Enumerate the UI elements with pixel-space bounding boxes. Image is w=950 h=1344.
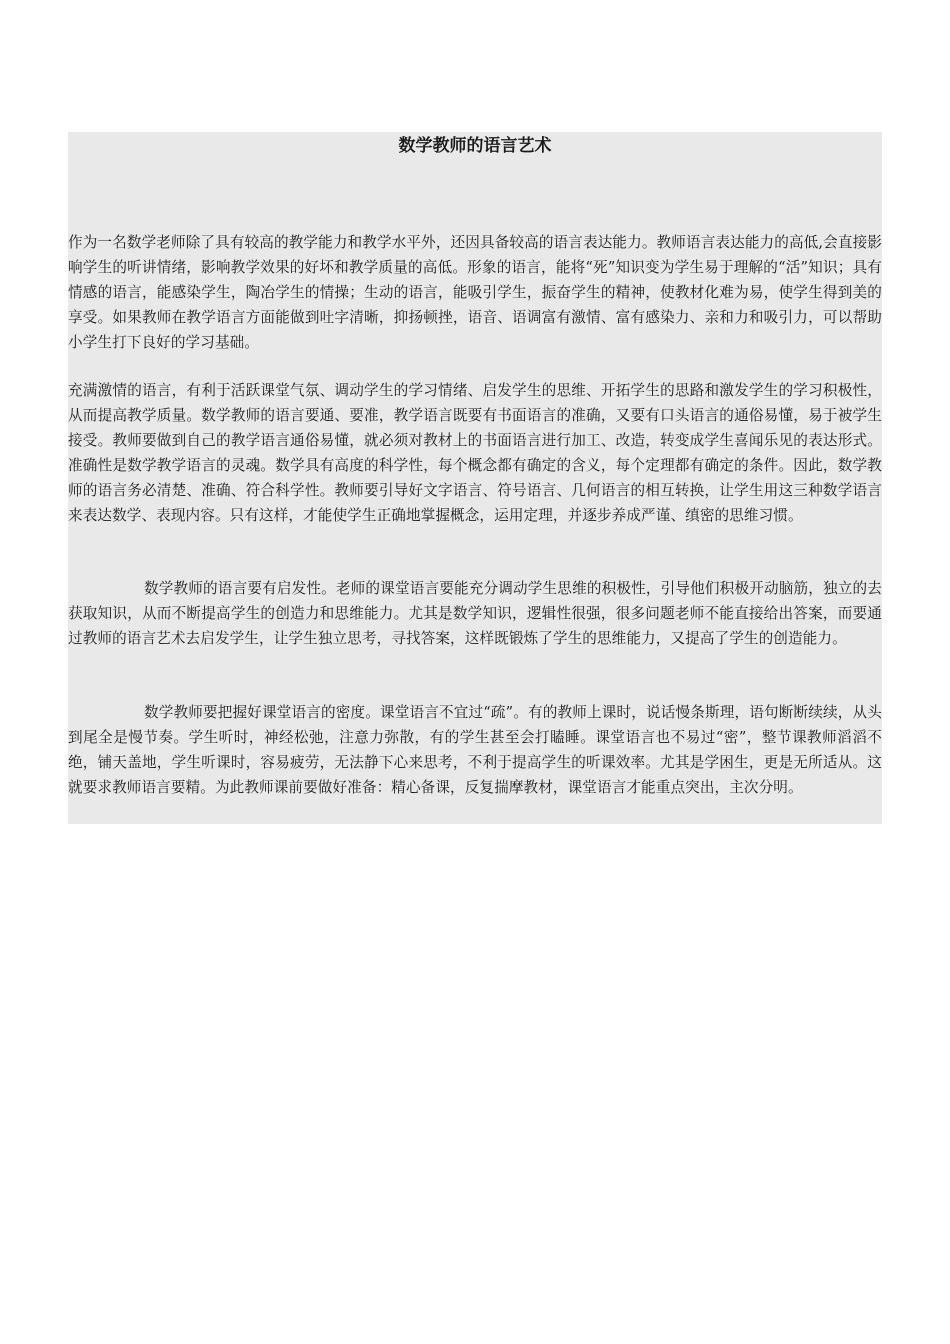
paragraph-2: 充满激情的语言，有利于活跃课堂气氛、调动学生的学习情绪、启发学生的思维、开拓学生的思路和激发学生的学习积极性，从而提高教学质量。数学教师的语言要通、要准，教学语言既要有书面语言的准确，又要有口头语言的通俗易懂，易于被学生接受。教师要做到自己的教学语言通俗易懂，就必须对教材上的书面语言进行加工、改造，转变成学生喜闻乐见的表达形式。准确性是数学教学语言的灵魂。数学具有高度的科学性，每个概念都有确定的含义，每个定理都有确定的条件。因此，数学教师的语言务必清楚、准确、符合科学性。教师要引导好文字语言、符号语言、几何语言的相互转换，让学生用这三种数学语言来表达数学、表现内容。只有这样，才能使学生正确地掌握概念，运用定理，并逐步养成严谨、缜密的思维习惯。: [68, 382, 882, 524]
paragraph-4: 数学教师要把握好课堂语言的密度。课堂语言不宜过“疏”。有的教师上课时，说话慢条斯理，语句断断续续，从头到尾全是慢节奏。学生听时，神经松弛，注意力弥散，有的学生甚至会打瞌睡。课堂语言也不易过“密”，整节课教师滔滔不绝，铺天盖地，学生听课时，容易疲劳，无法静下心来思考，不利于提高学生的听课效率。尤其是学困生，更是无所适从。这就要求教师语言要精。为此教师课前要做好准备：精心备课，反复揣摩教材，课堂语言才能重点突出，主次分明。: [68, 704, 882, 796]
document-body: [68, 132, 882, 824]
paragraph-1: 作为一名数学老师除了具有较高的教学能力和教学水平外，还因具备较高的语言表达能力。教师语言表达能力的高低,会直接影响学生的听讲情绪，影响教学效果的好坏和教学质量的高低。形象的语言，能将“死”知识变为学生易于理解的“活”知识；具有情感的语言，能感染学生，陶冶学生的情操；生动的语言，能吸引学生，振奋学生的精神，使教材化难为易，使学生得到美的享受。如果教师在教学语言方面能做到吐字清晰，抑扬顿挫，语音、语调富有激情、富有感染力、亲和力和吸引力，可以帮助小学生打下良好的学习基础。: [68, 234, 882, 351]
document-title: 数学教师的语言艺术: [398, 136, 552, 156]
paragraph-3: 数学教师的语言要有启发性。老师的课堂语言要能充分调动学生思维的积极性，引导他们积极开动脑筋，独立的去获取知识，从而不断提高学生的创造力和思维能力。尤其是数学知识，逻辑性很强，很多问题老师不能直接给出答案，而要通过教师的语言艺术去启发学生，让学生独立思考，寻找答案，这样既锻炼了学生的思维能力，又提高了学生的创造能力。: [68, 580, 882, 647]
